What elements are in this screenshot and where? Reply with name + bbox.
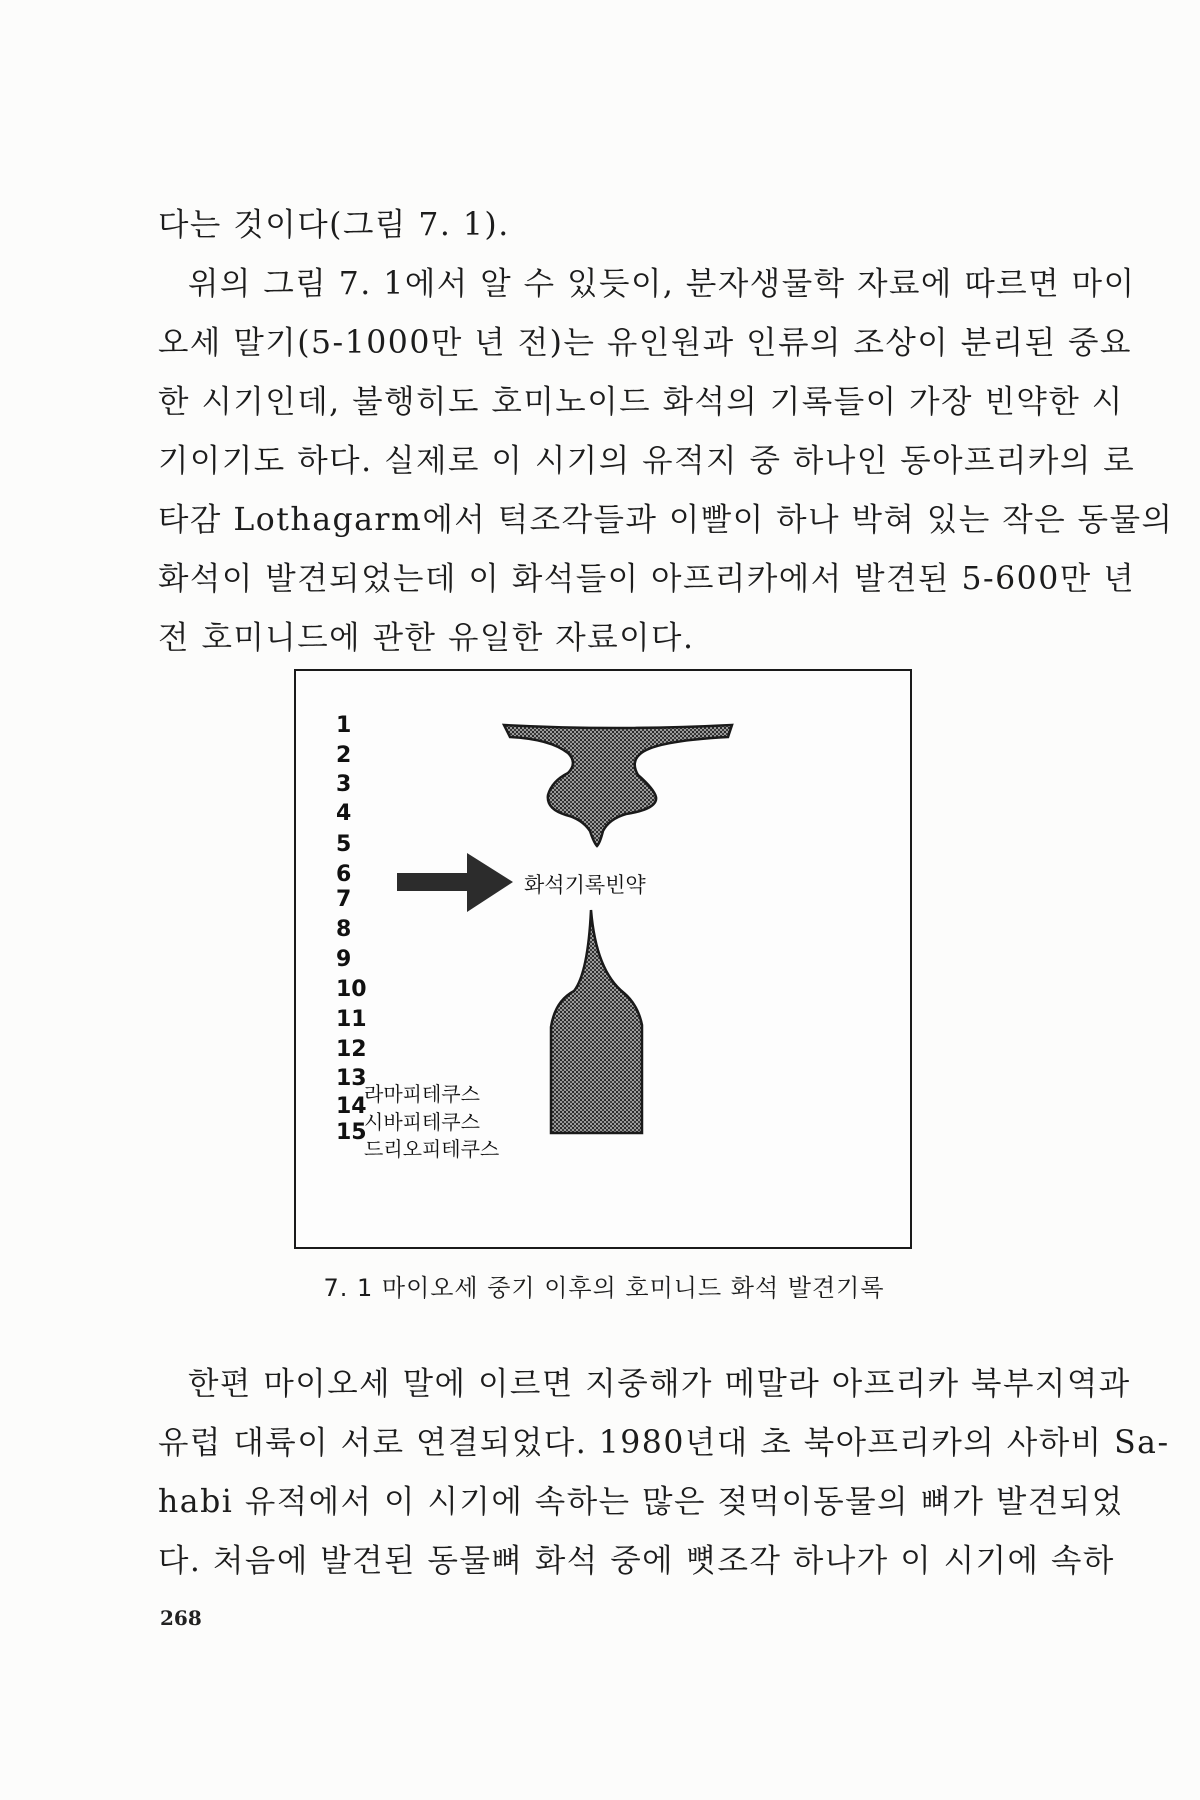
scale-number: 7	[336, 887, 352, 912]
figure-7-1	[294, 669, 912, 1249]
lower-fossil-record-shape	[551, 910, 642, 1133]
text-line: 기이기도 하다. 실제로 이 시기의 유적지 중 하나인 동아프리카의 로	[158, 443, 1136, 479]
text-line: 위의 그림 7. 1에서 알 수 있듯이, 분자생물학 자료에 따르면 마이	[188, 266, 1136, 302]
scale-number: 1	[336, 713, 352, 738]
scale-number: 5	[336, 832, 352, 857]
figure-caption: 7. 1 마이오세 중기 이후의 호미니드 화석 발견기록	[323, 1274, 885, 1302]
text-line: 한 시기인데, 불행히도 호미노이드 화석의 기록들이 가장 빈약한 시	[158, 384, 1124, 420]
scale-number: 8	[336, 917, 352, 942]
page-number: 268	[160, 1606, 202, 1630]
text-line: habi 유적에서 이 시기에 속하는 많은 젖먹이동물의 뼈가 발견되었	[158, 1484, 1124, 1520]
genus-label-dryopithecus: 드리오피테쿠스	[364, 1137, 500, 1161]
scale-number: 6	[336, 862, 352, 887]
scale-number: 11	[336, 1007, 367, 1032]
scale-number: 13	[336, 1066, 367, 1091]
text-line: 화석이 발견되었는데 이 화석들이 아프리카에서 발견된 5-600만 년	[158, 561, 1136, 597]
text-line: 전 호미니드에 관한 유일한 자료이다.	[158, 620, 695, 656]
scale-number: 9	[336, 947, 352, 972]
scale-number: 15	[336, 1120, 367, 1145]
upper-fossil-record-shape	[504, 725, 732, 846]
text-line: 다. 처음에 발견된 동물뼈 화석 중에 뼛조각 하나가 이 시기에 속하	[158, 1543, 1115, 1579]
scale-number: 12	[336, 1037, 367, 1062]
scale-number: 10	[336, 977, 367, 1002]
scale-number: 4	[336, 801, 352, 826]
genus-label-ramapithecus: 라마피테쿠스	[364, 1082, 480, 1106]
body-paragraph-1	[158, 196, 1174, 668]
scale-number: 3	[336, 772, 352, 797]
scale-number: 14	[336, 1094, 367, 1119]
arrow-icon	[397, 853, 513, 912]
arrow-label: 화석기록빈약	[524, 873, 646, 897]
text-line: 타감 Lothagarm에서 턱조각들과 이빨이 하나 박혀 있는 작은 동물의	[158, 502, 1174, 538]
genus-label-sivapithecus: 시바피테쿠스	[364, 1110, 480, 1134]
body-paragraph-2	[158, 1355, 1170, 1591]
text-line: 유럽 대륙이 서로 연결되었다. 1980년대 초 북아프리카의 사하비 Sa-	[158, 1425, 1170, 1461]
text-line: 한편 마이오세 말에 이르면 지중해가 메말라 아프리카 북부지역과	[188, 1366, 1131, 1402]
text-line: 오세 말기(5-1000만 년 전)는 유인원과 인류의 조상이 분리된 중요	[158, 325, 1132, 361]
scale-number: 2	[336, 743, 352, 768]
text-line: 다는 것이다(그림 7. 1).	[158, 207, 510, 243]
